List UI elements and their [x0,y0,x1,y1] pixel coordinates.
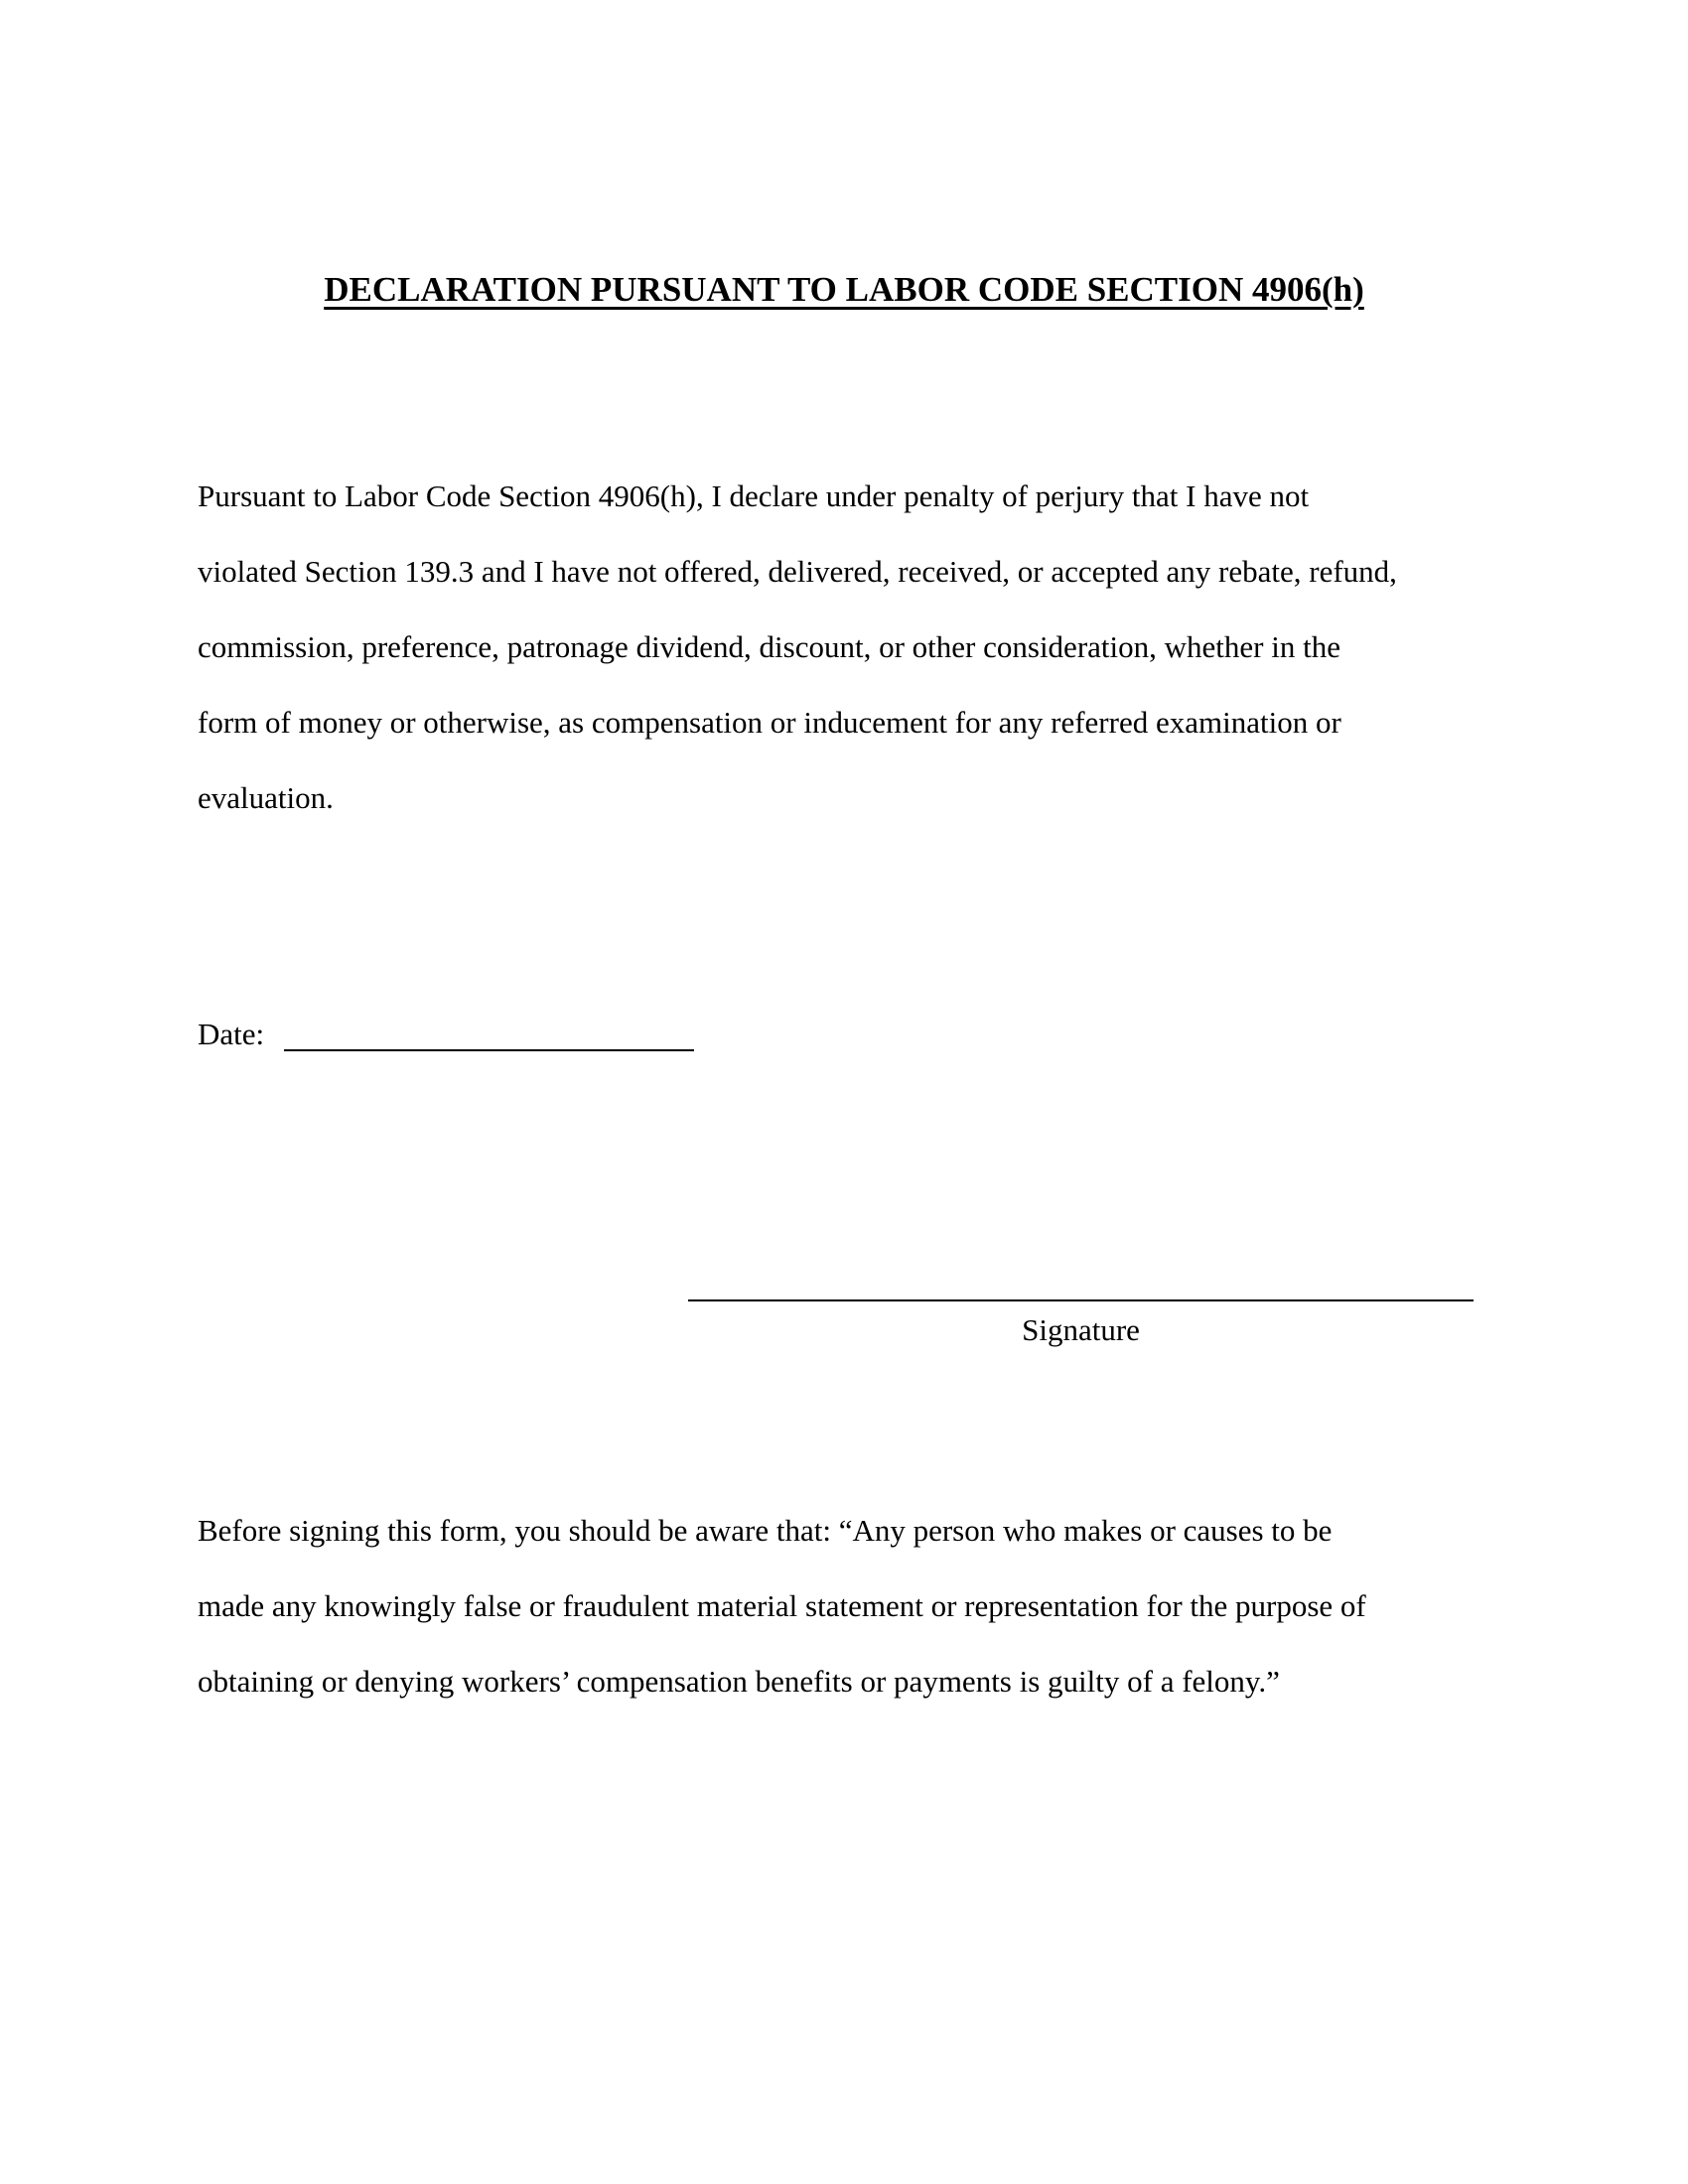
date-field-line[interactable] [284,1049,694,1051]
date-label: Date: [198,1017,265,1051]
document-title: DECLARATION PURSUANT TO LABOR CODE SECTION 4906(h) [324,270,1364,309]
signature-label: Signature [1022,1312,1140,1347]
paragraph-line: evaluation. [198,780,334,815]
paragraph-line: Pursuant to Labor Code Section 4906(h), I declare under penalty of perjury that I have not [198,478,1310,513]
paragraph-line: made any knowingly false or fraudulent material statement or representation for the purpose of [198,1588,1366,1623]
paragraph-line: commission, preference, patronage dividend, discount, or other consideration, whether in the [198,629,1340,664]
paragraph-line: obtaining or denying workers’ compensation benefits or payments is guilty of a felony.” [198,1664,1280,1699]
paragraph-line: form of money or otherwise, as compensation or inducement for any referred examination or [198,705,1341,740]
paragraph-line: Before signing this form, you should be aware that: “Any person who makes or causes to be [198,1513,1333,1548]
paragraph-line: violated Section 139.3 and I have not offered, delivered, received, or accepted any rebate, refund, [198,554,1397,589]
signature-line[interactable] [688,1299,1474,1301]
